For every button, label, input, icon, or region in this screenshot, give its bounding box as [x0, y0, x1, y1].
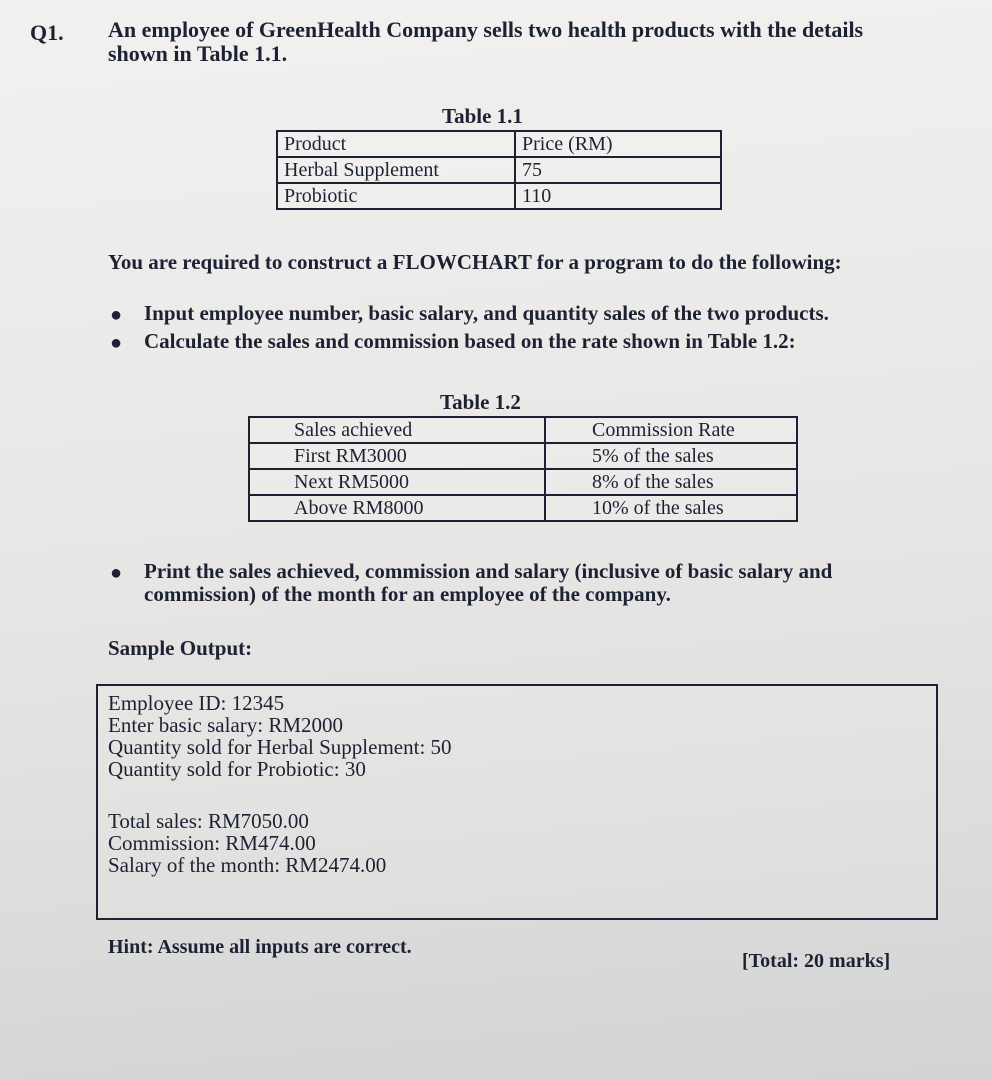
requirement-suffix: for a program to do the following: [531, 250, 842, 274]
hint-text: Hint: Assume all inputs are correct. [108, 936, 412, 958]
table-cell: 10% of the sales [545, 495, 797, 521]
output-line: Employee ID: 12345 [108, 691, 285, 715]
output-line: Quantity sold for Herbal Supplement: 50 [108, 735, 452, 759]
sample-output-label: Sample Output: [108, 636, 253, 660]
question-intro [108, 18, 958, 66]
intro-line-2-suffix: . [281, 41, 288, 66]
bullet-dot-icon: ● [110, 332, 123, 354]
requirement-emphasis: FLOWCHART [392, 250, 532, 274]
table-cell: 5% of the sales [545, 443, 797, 469]
table-2 [248, 416, 798, 522]
table-row [277, 131, 721, 157]
table-1 [276, 130, 722, 210]
total-marks: [Total: 20 marks] [742, 950, 891, 972]
output-line: Total sales: RM7050.00 [108, 809, 309, 833]
table-cell: Next RM5000 [249, 469, 545, 495]
question-number: Q1. [30, 20, 64, 45]
bullet-3-line-2: commission) of the month for an employee of the company. [144, 582, 671, 606]
table-row [277, 157, 721, 183]
bullet-dot-icon: ● [110, 304, 123, 326]
bullet-3-line-1: Print the sales achieved, commission and salary (inclusive of basic salary and [144, 559, 833, 583]
sample-output-box [96, 684, 938, 920]
bullet-dot-icon: ● [110, 562, 123, 584]
bullet-2-table-ref: Table 1.2 [707, 329, 789, 353]
table-cell: 8% of the sales [545, 469, 797, 495]
table-row [249, 495, 797, 521]
table-1-caption: Table 1.1 [442, 104, 523, 128]
requirement-prefix: You are required to construct a [108, 250, 393, 274]
intro-line-2-prefix: shown in [108, 41, 197, 66]
output-spacer [108, 780, 926, 810]
table-2-header-rate: Commission Rate [545, 417, 797, 443]
output-line: Commission: RM474.00 [108, 831, 316, 855]
table-cell: Above RM8000 [249, 495, 545, 521]
table-2-header-sales: Sales achieved [249, 417, 545, 443]
table-cell: 110 [515, 183, 721, 209]
bullet-1-text: Input employee number, basic salary, and quantity sales of the two products. [144, 301, 829, 325]
table-cell: Probiotic [277, 183, 515, 209]
bullet-2-text [144, 330, 796, 353]
table-row [249, 469, 797, 495]
table-1-header-price: Price (RM) [515, 131, 721, 157]
output-line: Salary of the month: RM2474.00 [108, 853, 387, 877]
table-cell: First RM3000 [249, 443, 545, 469]
bullet-3-text [144, 560, 940, 606]
table-1-header-product: Product [277, 131, 515, 157]
table-row [277, 183, 721, 209]
table-row [249, 417, 797, 443]
intro-line-1: An employee of GreenHealth Company sells two health products with the details [108, 17, 864, 42]
intro-table-ref: Table 1.1 [196, 41, 282, 66]
bullet-2-prefix: Calculate the sales and commission based on the rate shown in [144, 329, 708, 353]
output-line: Quantity sold for Probiotic: 30 [108, 757, 366, 781]
bullet-2-suffix: : [788, 329, 796, 353]
output-line: Enter basic salary: RM2000 [108, 713, 344, 737]
table-cell: 75 [515, 157, 721, 183]
table-2-caption: Table 1.2 [440, 390, 521, 414]
requirement-text [108, 250, 842, 274]
table-row [249, 443, 797, 469]
table-cell: Herbal Supplement [277, 157, 515, 183]
